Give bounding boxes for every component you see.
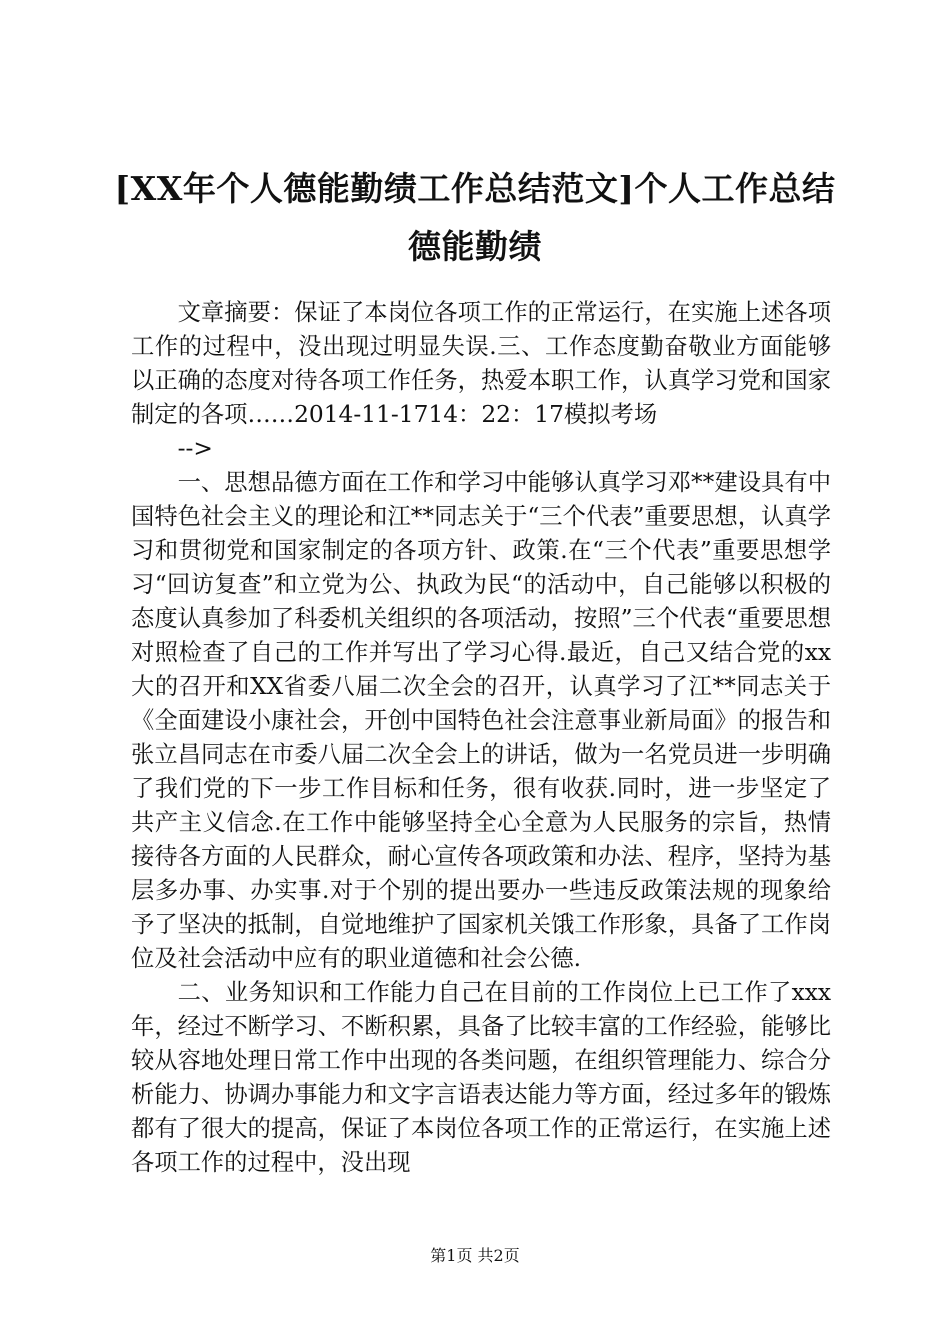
paragraph-2: 二、业务知识和工作能力自己在目前的工作岗位上已工作了xxx年，经过不断学习、不断积累，具备了比较丰富的工作经验，能够比较从容地处理日常工作中出现的各类问题，在组织管理能力、综合分析能力、协调办事能力和文字言语表达能力等方面，经过多年的锻炼都有了很大的提高，保证了本岗位各项工作的正常运行，在实施上述各项工作的过程中，没出现 (131, 979, 831, 1176)
document-body (131, 296, 831, 1180)
page-footer: 第1页 共2页 (430, 1246, 520, 1265)
abstract-paragraph: 文章摘要：保证了本岗位各项工作的正常运行，在实施上述各项工作的过程中，没出现过明显失误.三、工作态度勤奋敬业方面能够以正确的态度对待各项工作任务，热爱本职工作，认真学习党和国家制定的各项……2014-11-1714：22：17模拟考场 (131, 299, 831, 428)
document-title: [XX年个人德能勤绩工作总结范文]个人工作总结德能勤绩 (114, 169, 836, 266)
paragraph-1: 一、思想品德方面在工作和学习中能够认真学习邓**建设具有中国特色社会主义的理论和江**同志关于“三个代表”重要思想，认真学习和贯彻党和国家制定的各项方针、政策.在“三个代表”重要思想学习“回访复查”和立党为公、执政为民“的活动中，自己能够以积极的态度认真参加了科委机关组织的各项活动，按照”三个代表“重要思想对照检查了自己的工作并写出了学习心得.最近，自己又结合党的xx大的召开和XX省委八届二次全会的召开，认真学习了江**同志关于《全面建设小康社会，开创中国特色社会注意事业新局面》的报告和张立昌同志在市委八届二次全会上的讲话，做为一名党员进一步明确了我们党的下一步工作目标和任务，很有收获.同时，进一步坚定了共产主义信念.在工作中能够坚持全心全意为人民服务的宗旨，热情接待各方面的人民群众，耐心宣传各项政策和办法、程序，坚持为基层多办事、办实事.对于个别的提出要办一些违反政策法规的现象给予了坚决的抵制，自觉地维护了国家机关饿工作形象，具备了工作岗位及社会活动中应有的职业道德和社会公德. (131, 469, 831, 972)
comment-marker: --> (177, 435, 213, 462)
